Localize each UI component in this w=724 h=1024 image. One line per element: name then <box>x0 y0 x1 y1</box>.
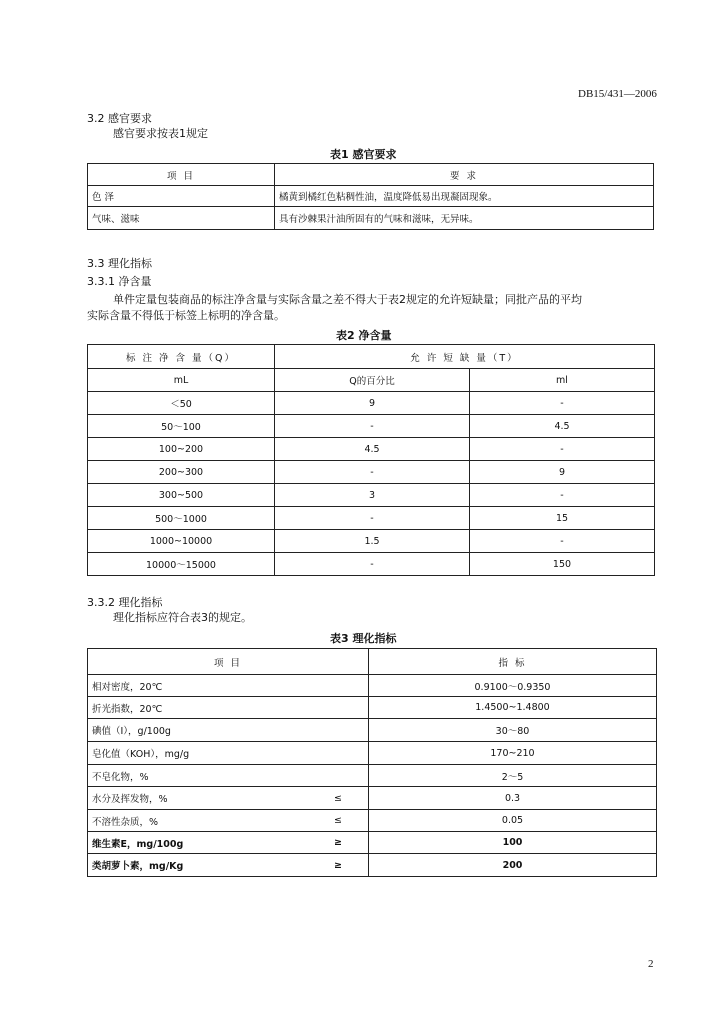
table-cell: 170~210 <box>369 742 657 765</box>
table-cell: - <box>275 553 470 576</box>
table-cell: 0.9100～0.9350 <box>369 675 657 697</box>
table-cell: 9 <box>470 461 655 484</box>
table-row <box>88 854 657 877</box>
item-label: 不溶性杂质，% <box>92 816 159 828</box>
table-row <box>88 697 657 719</box>
table-cell: - <box>470 530 655 553</box>
table-cell: - <box>275 415 470 438</box>
table-header-cell: ml <box>470 369 655 392</box>
table-cell: 100~200 <box>88 438 275 461</box>
table-cell: 1000~10000 <box>88 530 275 553</box>
section-heading-3-3: 3.3 理化指标 <box>87 257 152 270</box>
table-cell: 10000～15000 <box>88 553 275 576</box>
table-header-cell: 要 求 <box>275 164 654 186</box>
table-cell: 4.5 <box>470 415 655 438</box>
table-cell: 0.05 <box>369 810 657 832</box>
table-cell: 具有沙棘果汁油所固有的气味和滋味，无异味。 <box>275 207 654 230</box>
table-2-caption: 表2 净含量 <box>336 329 392 342</box>
table-cell <box>88 765 369 787</box>
table-header-cell: mL <box>88 369 275 392</box>
table-1-caption: 表1 感官要求 <box>330 148 397 161</box>
page-number: 2 <box>648 958 654 970</box>
item-label: 类胡萝卜素，mg/Kg <box>92 861 184 872</box>
table-header-cell: 项 目 <box>88 649 369 675</box>
table-row <box>88 742 657 765</box>
table-cell: - <box>470 438 655 461</box>
table-cell: 300~500 <box>88 484 275 507</box>
table-header-cell: 项 目 <box>88 164 275 186</box>
table-row <box>88 438 655 461</box>
table-2-net-content <box>87 344 655 576</box>
comparison-symbol: ≤ <box>334 792 342 804</box>
table-header-cell: 指 标 <box>369 649 657 675</box>
table-cell: 30～80 <box>369 719 657 742</box>
table-row <box>88 787 657 810</box>
item-label: 折光指数，20℃ <box>92 703 163 715</box>
section-heading-3-2: 3.2 感官要求 <box>87 112 152 125</box>
item-label: 水分及挥发物，% <box>92 794 168 805</box>
table-row <box>88 207 654 230</box>
table-cell: 200 <box>369 854 657 877</box>
table-row <box>88 553 655 576</box>
table-cell: 色 泽 <box>88 186 275 207</box>
table-cell: - <box>275 507 470 530</box>
table-header-cell: 标 注 净 含 量（Q） <box>88 345 275 369</box>
table-row <box>88 810 657 832</box>
table-cell <box>88 832 369 854</box>
table-cell: 3 <box>275 484 470 507</box>
comparison-symbol: ≥ <box>334 859 342 871</box>
item-label: 相对密度，20℃ <box>92 681 163 693</box>
table-cell: 1.5 <box>275 530 470 553</box>
table-cell: - <box>470 392 655 415</box>
table-cell: 0.3 <box>369 787 657 810</box>
table-cell <box>88 697 369 719</box>
table-cell: 50～100 <box>88 415 275 438</box>
table-row <box>88 484 655 507</box>
table-cell: 500～1000 <box>88 507 275 530</box>
table-row <box>88 832 657 854</box>
table-row <box>88 719 657 742</box>
comparison-symbol: ≤ <box>334 815 342 826</box>
table-cell: 气味、滋味 <box>88 207 275 230</box>
table-row <box>88 507 655 530</box>
table-cell: 橘黄到橘红色粘稠性油，温度降低易出现凝固现象。 <box>275 186 654 207</box>
table-cell <box>88 675 369 697</box>
table-header-row <box>88 369 655 392</box>
table-cell: 100 <box>369 832 657 854</box>
section-3-3-1-paragraph-line1: 单件定量包装商品的标注净含量与实际含量之差不得大于表2规定的允许短缺量；同批产品的平均 <box>113 293 582 306</box>
comparison-symbol: ≥ <box>334 837 342 848</box>
table-header-row <box>88 649 657 675</box>
table-3-caption: 表3 理化指标 <box>330 632 397 645</box>
table-row <box>88 461 655 484</box>
table-cell <box>88 810 369 832</box>
table-header-cell: Q的百分比 <box>275 369 470 392</box>
table-cell: - <box>470 484 655 507</box>
table-cell: 15 <box>470 507 655 530</box>
table-cell: 9 <box>275 392 470 415</box>
table-header-row <box>88 164 654 186</box>
section-heading-3-3-1: 3.3.1 净含量 <box>87 275 152 288</box>
table-row <box>88 675 657 697</box>
item-label: 碘值（I），g/100g <box>92 726 171 737</box>
section-3-3-1-paragraph-line2: 实际含量不得低于标签上标明的净含量。 <box>87 309 285 322</box>
item-label: 维生素E，mg/100g <box>92 838 184 850</box>
table-row <box>88 765 657 787</box>
table-cell: 2～5 <box>369 765 657 787</box>
table-3-physicochemical <box>87 648 657 877</box>
section-heading-3-3-2: 3.3.2 理化指标 <box>87 596 163 609</box>
table-cell <box>88 787 369 810</box>
table-header-row <box>88 345 655 369</box>
table-cell: 150 <box>470 553 655 576</box>
table-cell: 4.5 <box>275 438 470 461</box>
table-row <box>88 186 654 207</box>
table-cell: ＜50 <box>88 392 275 415</box>
table-cell <box>88 854 369 877</box>
table-header-cell: 允 许 短 缺 量（T） <box>275 345 655 369</box>
table-row <box>88 530 655 553</box>
section-3-3-2-paragraph: 理化指标应符合表3的规定。 <box>113 611 252 624</box>
section-3-2-paragraph: 感官要求按表1规定 <box>113 127 208 140</box>
table-cell <box>88 719 369 742</box>
table-cell <box>88 742 369 765</box>
item-label: 皂化值（KOH），mg/g <box>92 749 190 760</box>
item-label: 不皂化物，% <box>92 771 149 783</box>
table-cell: 1.4500~1.4800 <box>369 697 657 719</box>
document-code: DB15/431—2006 <box>578 88 657 100</box>
table-cell: - <box>275 461 470 484</box>
table-cell: 200~300 <box>88 461 275 484</box>
table-1-sensory <box>87 163 654 230</box>
table-row <box>88 415 655 438</box>
table-row <box>88 392 655 415</box>
